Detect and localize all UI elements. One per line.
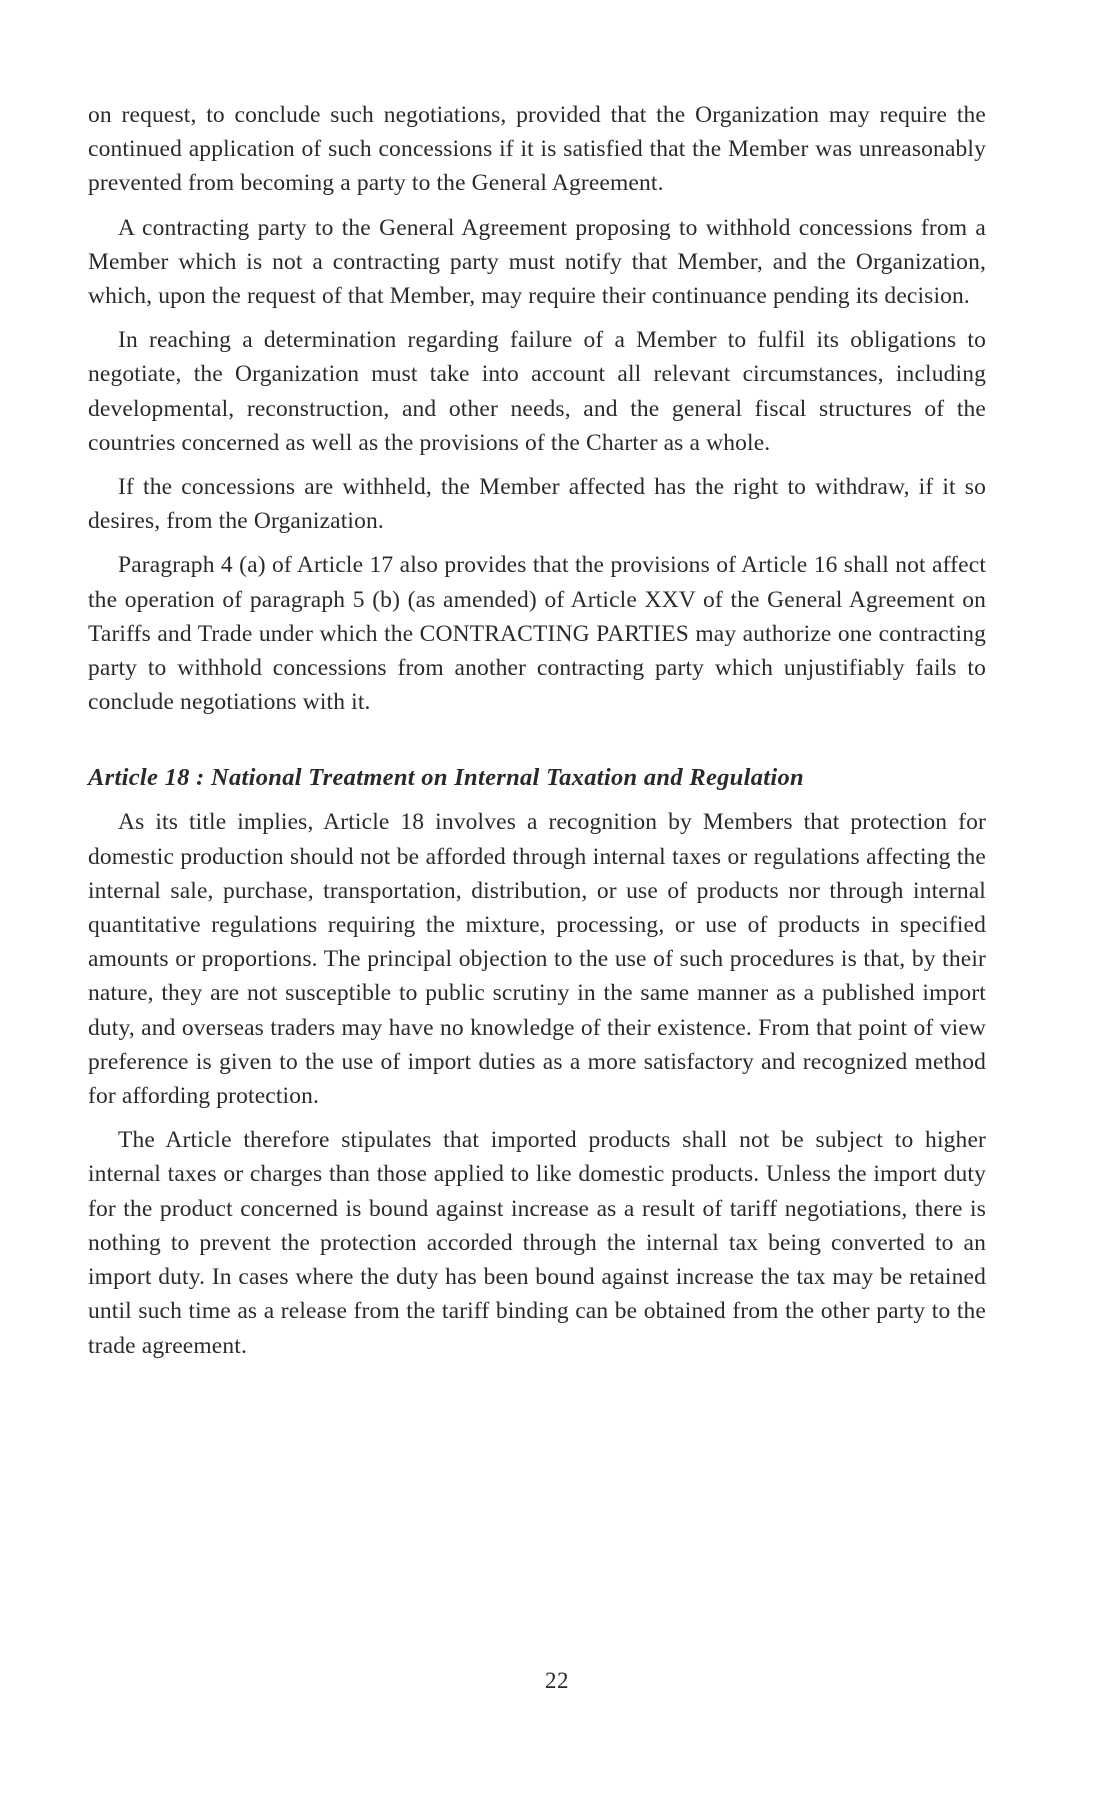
paragraph-withhold-concessions: A contracting party to the General Agreement proposing to withhold concessions from a Member which is not a contracting party must notify that Member, and the Organization, which, upon the request of that Member, may require their continuance pending its decision.	[88, 214, 986, 310]
document-page	[88, 98, 986, 1373]
paragraph-continuation: on request, to conclude such negotiations, provided that the Organization may require the continued application of such concessions if it is satisfied that the Member was unreasonably prevented from becoming a party to the General Agreement.	[88, 102, 986, 197]
paragraph-withdraw: If the concessions are withheld, the Member affected has the right to withdraw, if it so desires, from the Organization.	[88, 474, 986, 535]
paragraph-determination: In reaching a determination regarding failure of a Member to fulfil its obligations to negotiate, the Organization must take into account all relevant circumstances, including developmental, reconstruction, and other needs, and the general fiscal structures of the countries concerned as well as the provisions of the Charter as a whole.	[88, 327, 986, 456]
section-heading-article-18: Article 18 : National Treatment on Internal Taxation and Regulation	[88, 764, 804, 792]
page-number: 22	[545, 1668, 569, 1693]
paragraph-title-implies: As its title implies, Article 18 involves a recognition by Members that protection for domestic production should not be afforded through internal taxes or regulations affecting the internal sale, purchase, transportation, distribution, or use of products nor through internal quantitative regulations requiring the mixture, processing, or use of products in specified amounts or proportions. The principal objection to the use of such procedures is that, by their nature, they are not susceptible to public scrutiny in the same manner as a published import duty, and overseas traders may have no knowledge of their existence. From that point of view preference is given to the use of import duties as a more satisfactory and recognized method for affording protection.	[88, 809, 986, 1110]
paragraph-stipulates: The Article therefore stipulates that imported products shall not be subject to higher internal taxes or charges than those applied to like domestic products. Unless the import duty for the product concerned is bound against increase as a result of tariff negotiations, there is nothing to prevent the protection accorded through the internal tax being converted to an import duty. In cases where the duty has been bound against increase the tax may be retained until such time as a release from the tariff binding can be obtained from the other party to the trade agreement.	[88, 1127, 986, 1359]
paragraph-article-17: Paragraph 4 (a) of Article 17 also provides that the provisions of Article 16 shall not affect the operation of paragraph 5 (b) (as amended) of Article XXV of the General Agreement on Tariffs and Trade under which the CONTRACTING PARTIES may authorize one contracting party to withhold concessions from another contracting party which unjustifiably fails to conclude negotiations with it.	[88, 552, 986, 716]
